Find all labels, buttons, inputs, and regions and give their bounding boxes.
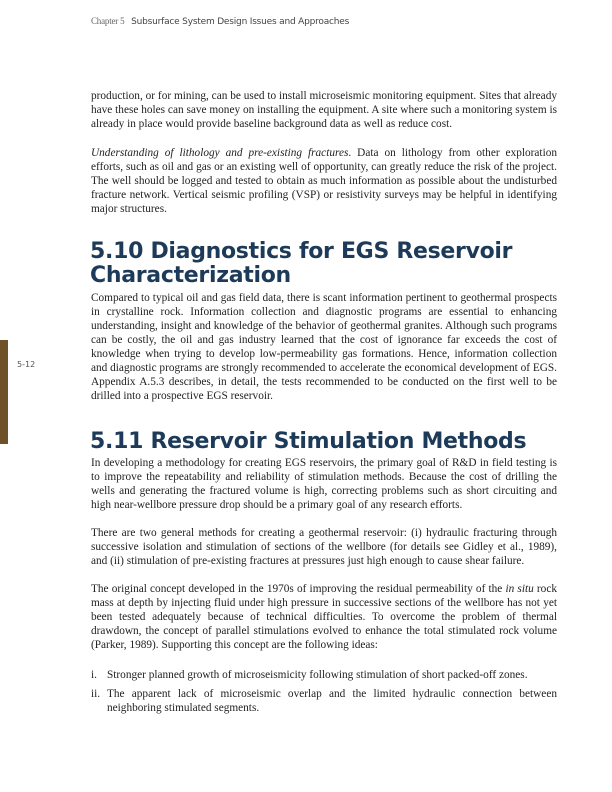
running-header xyxy=(91,16,349,27)
list-item xyxy=(91,668,557,682)
paragraph xyxy=(91,146,557,216)
list-text: The apparent lack of microseismic overlap and the limited hydraulic connection between neighboring stimulated segments. xyxy=(107,688,557,714)
paragraph: Compared to typical oil and gas field data, there is scant information pertinent to geothermal prospects in crystalline rock. Information collection and diagnostic programs are essential to enhancing understanding, insight and knowledge of the behavior of geothermal granites. Although such programs can be costly, the oil and gas industry learned that the cost of ignorance far exceeds the cost of knowledge when trying to develop low-permeability gas formations. Hence, information collection and diagnostic programs are strongly recommended to accelerate the economical development of EGS. Appendix A.5.3 describes, in detail, the tests recommended to be conducted on the first well to be drilled into a prospective EGS reservoir. xyxy=(91,292,557,402)
chapter-label: Chapter 5 xyxy=(91,16,125,26)
chapter-title: Subsurface System Design Issues and Approaches xyxy=(131,17,350,27)
paragraph: There are two general methods for creating a geothermal reservoir: (i) hydraulic fracturing through successive isolation and stimulation of sections of the wellbore (for details see Gidley et al., 1989), and (ii) stimulation of pre-existing fractures at pressures just high enough to cause shear failure. xyxy=(91,527,557,567)
list-item xyxy=(91,687,557,715)
list-text: Stronger planned growth of microseismicity following stimulation of short packed-off zones. xyxy=(107,669,528,681)
page-tab-marker xyxy=(0,340,8,444)
paragraph-text: . Data on lithology from other exploration efforts, such as oil and gas or an existing well of opportunity, can greatly reduce the risk of the project. The well should be logged and tested to obtain as much information as possible about the undisturbed fracture network. Vertical seismic profiling (VSP) or resistivity surveys may be helpful in identifying major structures. xyxy=(91,147,557,215)
section-heading: 5.10 Diagnostics for EGS Reservoir Characterization xyxy=(90,239,513,288)
paragraph-text: The original concept developed in the 1970s of improving the residual permeability of the xyxy=(91,583,506,595)
page-number: 5-12 xyxy=(17,360,36,369)
paragraph: production, or for mining, can be used to install microseismic monitoring equipment. Sites that already have these holes can save money on installing the equipment. A site where such a monitoring system is already in place would provide baseline background data as well as reduce cost. xyxy=(91,90,557,130)
paragraph-text: rock mass at depth by injecting fluid under high pressure in successive sections of the wellbore has not yet been tested adequately because of technical difficulties. To overcome the problem of thermal drawdown, the concept of parallel stimulations evolved to enhance the total stimulated rock volume (Parker, 1989). Supporting this concept are the following ideas: xyxy=(91,583,557,651)
paragraph-lead: Understanding of lithology and pre-existing fractures xyxy=(91,147,349,159)
emphasis: in situ xyxy=(505,583,534,595)
list-marker: i. xyxy=(91,669,97,681)
ideas-list xyxy=(91,668,557,715)
paragraph xyxy=(91,582,557,652)
list-marker: ii. xyxy=(91,688,101,700)
section-heading: 5.11 Reservoir Stimulation Methods xyxy=(90,429,527,454)
paragraph: In developing a methodology for creating EGS reservoirs, the primary goal of R&D in field testing is to improve the repeatability and reliability of stimulation methods. Because the cost of drilling the wells and generating the fractured volume is high, correcting problems such as short circuiting and high near-wellbore pressure drop should be a primary goal of any research efforts. xyxy=(91,457,557,511)
